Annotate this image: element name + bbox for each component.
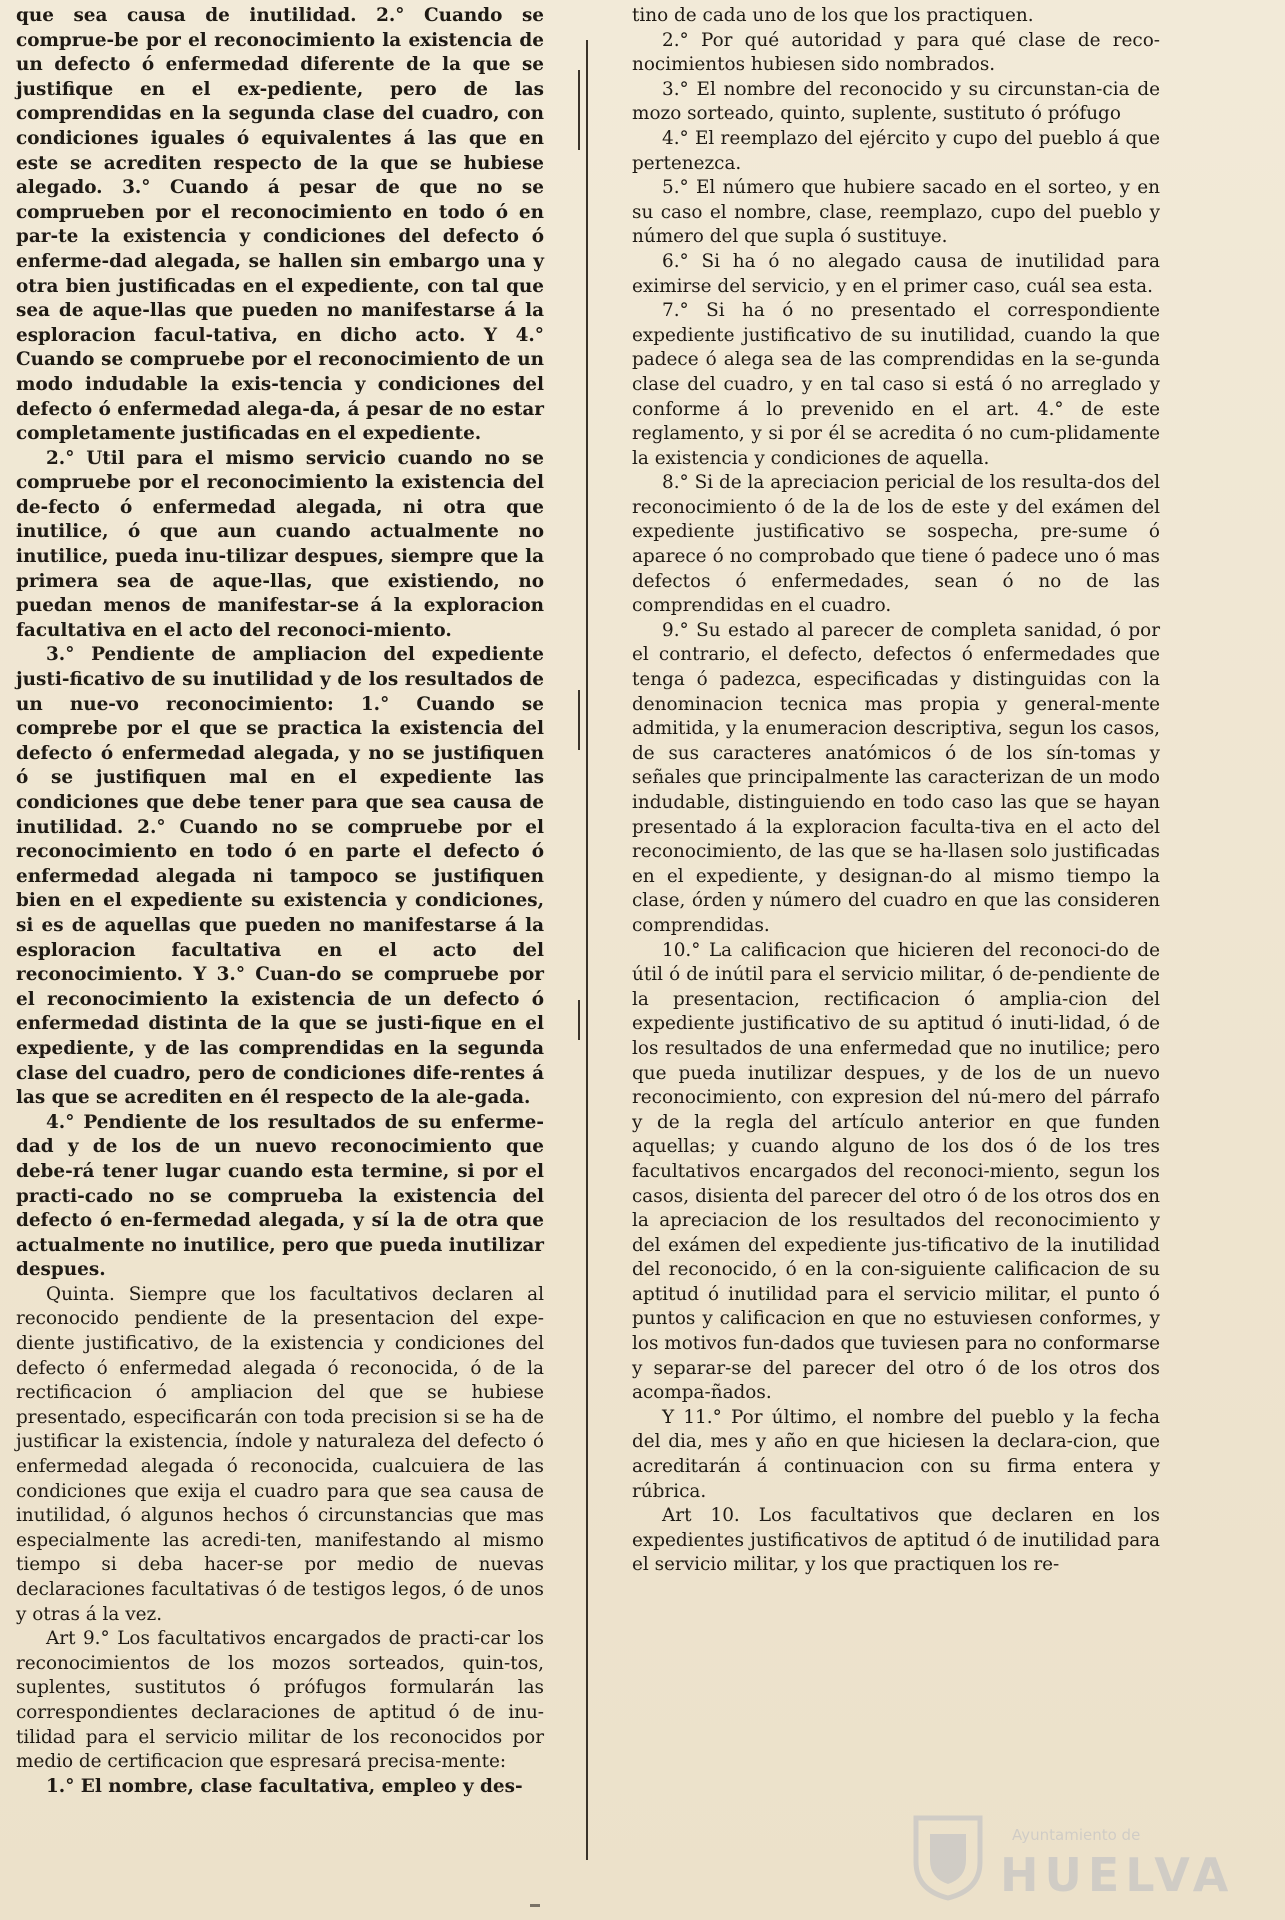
paragraph-right-1: tino de cada uno de los que los practiquen. [632, 5, 1034, 26]
paragraph-left-4: 4.° Pendiente de los resultados de su enferme-dad y de los de un nuevo reconocimiento que debe-rá tener lugar cuando esta termine, si por el practi-cado no se comprueba la existencia del defecto ó en-fermedad alegada, y sí la de otra que actualmente no inutilice, pero que pueda inutilizar despues. [16, 1111, 544, 1281]
paragraph-right-10: 10.° La calificacion que hicieren del reconoci-do de útil ó de inútil para el servicio militar, ó de-pendiente de la presentacion, rectificacion ó amplia-cion del expediente justificativo de su aptitud ó inuti-lidad, ó de los resultados de una enfermedad que no inutilice; pero que pueda inutilizar despues, y de los de un nuevo reconocimiento, con expresion del nú-mero del párrafo y de la regla del artículo anterior en que funden aquellas; y cuando alguno de los dos ó de los tres facultativos encargados del reconoci-miento, segun los casos, disienta del parecer del otro ó de los otros dos en la apreciacion de los resultados del reconocimiento y del exámen del expediente jus-tificativo de la inutilidad del reconocido, ó en la con-siguiente calificacion de su aptitud ó inutilidad para el servicio militar, el punto ó puntos y calificacion en que no estuviesen conformes, y los motivos fun-dados que tuviesen para no conformarse y separar-se del parecer del otro ó de los otros dos acompa-ñados. [632, 939, 1160, 1404]
paragraph-right-9: 9.° Su estado al parecer de completa sanidad, ó por el contrario, el defecto, defectos ó enfermedades que tenga ó padezca, especificadas y distinguidas con la denominacion tecnica mas propia y general-mente admitida, y la enumeracion descriptiva, segun los casos, de sus caracteres anatómicos ó de los sín-tomas y señales que principalmente las caracterizan de un modo indudable, distinguiendo en todo caso las que se hayan presentado á la exploracion faculta-tiva en el acto del reconocimiento, de las que se ha-llasen solo justificadas en el expediente, y designan-do al mismo tiempo la clase, órden y número del cuadro en que las consideren comprendidas. [632, 619, 1160, 936]
paragraph-right-12: Art 10. Los facultativos que declaren en los expedientes justificativos de aptitud ó de inutilidad para el servicio militar, y los que practiquen los re- [632, 1505, 1160, 1576]
shield-crest-icon [908, 1812, 988, 1902]
paragraph-right-5: 5.° El número que hubiere sacado en el sorteo, y en su caso el nombre, clase, reemplazo, cupo del pueblo y número del que supla ó sustituye. [632, 177, 1160, 248]
paragraph-left-1: que sea causa de inutilidad. 2.° Cuando se comprue-be por el reconocimiento la existencia de un defecto ó enfermedad diferente de la que se justifique en el ex-pediente, pero de las comprendidas en la segunda clase del cuadro, con condiciones iguales ó equivalentes á las que en este se acrediten respecto de la que se hubiese alegado. 3.° Cuando á pesar de que no se comprueben por el reconocimiento en todo ó en par-te la existencia y condiciones del defecto ó enferme-dad alegada, se hallen sin embargo una y otra bien justificadas en el expediente, con tal que sea de aque-llas que pueden no manifestarse á la esploracion facul-tativa, en dicho acto. Y 4.° Cuando se compruebe por el reconocimiento de un modo indudable la exis-tencia y condiciones del defecto ó enfermedad alega-da, á pesar de no estar completamente justificadas en el expediente. [16, 5, 544, 445]
left-column [16, 4, 544, 1799]
divider-tick [578, 1000, 580, 1040]
paragraph-left-5: Quinta. Siempre que los facultativos declaren al reconocido pendiente de la presentacion del expe-diente justificativo, de la existencia y condiciones del defecto ó enfermedad alegada ó reconocida, ó de la rectificacion ó ampliacion del que se hubiese presentado, especificarán con toda precision si se ha de justificar la existencia, índole y naturaleza del defecto ó enfermedad alegada ó reconocida, cualcuiera de las condiciones que exija el cuadro para que sea causa de inutilidad, ó algunos hechos ó circunstancias que mas especialmente las acredi-ten, manifestando al mismo tiempo si deba hacer-se por medio de nuevas declaraciones facultativas ó de testigos legos, ó de unos y otras á la vez. [16, 1283, 544, 1625]
paragraph-left-3: 3.° Pendiente de ampliacion del expediente justi-ficativo de su inutilidad y de los resultados de un nue-vo reconocimiento: 1.° Cuando se comprebe por el que se practica la existencia del defecto ó enfermedad alegada, y no se justifiquen ó se justifiquen mal en el expediente las condiciones que debe tener para que sea causa de inutilidad. 2.° Cuando no se compruebe por el reconocimiento en todo ó en parte el defecto ó enfermedad alegada ni tampoco se justifiquen bien en el expediente su existencia y condiciones, si es de aquellas que pueden no manifestarse á la esploracion facultativa en el acto del reconocimiento. Y 3.° Cuan-do se compruebe por el reconocimiento la existencia de un defecto ó enfermedad distinta de la que se justi-fique en el expediente, y de las comprendidas en la segunda clase del cuadro, pero de condiciones dife-rentes á las que se acrediten en él respecto de la ale-gada. [16, 644, 544, 1109]
paragraph-left-6: Art 9.° Los facultativos encargados de practi-car los reconocimientos de los mozos sorteados, quin-tos, suplentes, sustitutos ó prófugos formularán las correspondientes declaraciones de aptitud ó de inu-tilidad para el servicio militar de los reconocidos por medio de certificacion que espresará precisa-mente: [16, 1628, 544, 1773]
paragraph-right-3: 3.° El nombre del reconocido y su circunstan-cia de mozo sorteado, quinto, suplente, sustituto ó prófugo [632, 78, 1160, 125]
paragraph-right-8: 8.° Si de la apreciacion pericial de los resulta-dos del reconocimiento ó de la de los de este y del exámen del expediente justificativo se sospecha, pre-sume ó aparece ó no comprobado que tiene ó padece uno ó mas defectos ó enfermedades, sean ó no de las comprendidas en el cuadro. [632, 472, 1160, 617]
watermark-title: HUELVA [1000, 1848, 1235, 1902]
watermark [908, 1812, 1235, 1902]
right-column [632, 4, 1160, 1578]
paragraph-left-2: 2.° Util para el mismo servicio cuando no se compruebe por el reconocimiento la existencia del de-fecto ó enfermedad alegada, ni otra que inutilice, ó que aun cuando actualmente no inutilice, pueda inu-tilizar despues, siempre que la primera sea de aque-llas, que existiendo, no puedan menos de manifestar-se á la exploracion facultativa en el acto del reconoci-miento. [16, 447, 544, 641]
divider-tick [578, 690, 580, 750]
paragraph-right-7: 7.° Si ha ó no presentado el correspondiente expediente justificativo de su inutilidad, cuando la que padece ó alega sea de las comprendidas en la se-gunda clase del cuadro, y en tal caso si está ó no arreglado y conforme á lo prevenido en el art. 4.° de este reglamento, y si por él se acredita ó no cum-plidamente la existencia y condiciones de aquella. [632, 300, 1160, 469]
column-divider [586, 40, 588, 1860]
paragraph-right-4: 4.° El reemplazo del ejército y cupo del pueblo á que pertenezca. [632, 127, 1160, 174]
paragraph-right-2: 2.° Por qué autoridad y para qué clase de reco-nocimientos hubiesen sido nombrados. [632, 29, 1160, 76]
paragraph-right-11: Y 11.° Por último, el nombre del pueblo y la fecha del dia, mes y año en que hiciesen la declara-cion, que acreditarán á continuacion con su firma entera y rúbrica. [632, 1406, 1160, 1502]
paragraph-left-7: 1.° El nombre, clase facultativa, empleo y des- [46, 1775, 523, 1797]
ink-mark [530, 1904, 540, 1907]
divider-tick [578, 70, 580, 150]
watermark-subtitle: Ayuntamiento de [1012, 1826, 1141, 1844]
paragraph-right-6: 6.° Si ha ó no alegado causa de inutilidad para eximirse del servicio, y en el primer caso, cuál sea esta. [632, 250, 1160, 297]
